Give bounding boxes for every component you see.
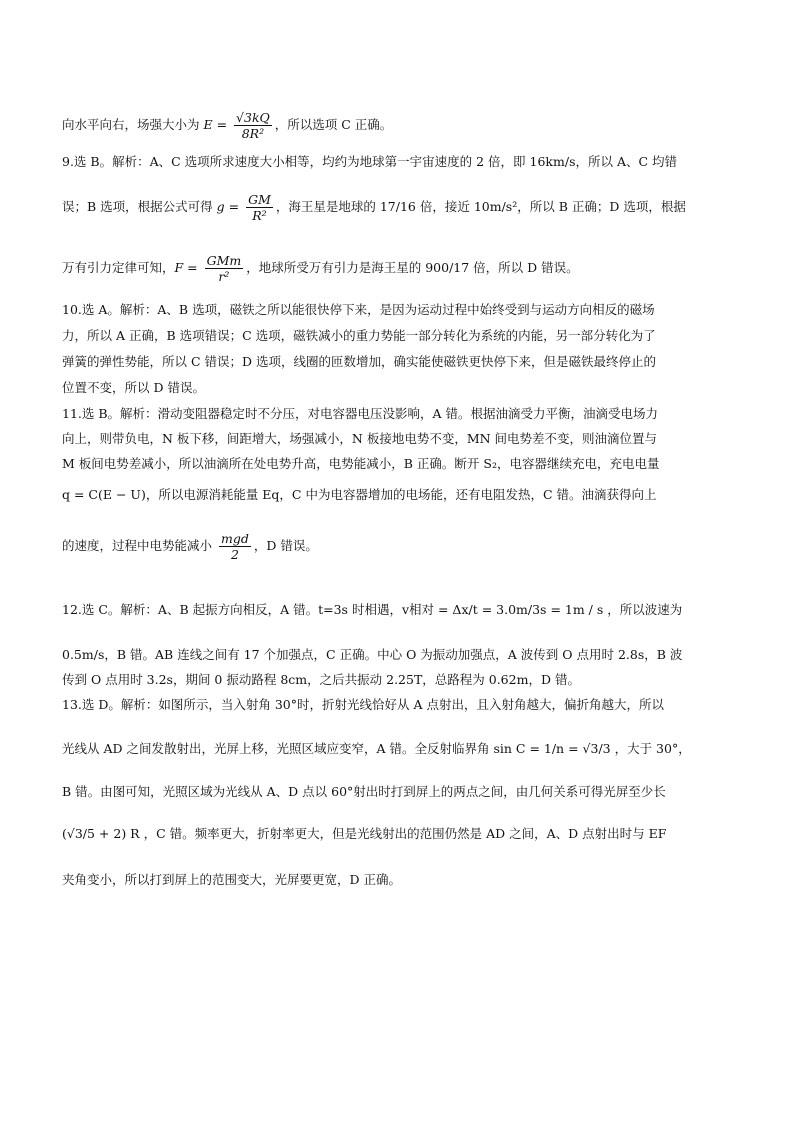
- text-line: 位置不变，所以 D 错误。: [62, 380, 205, 395]
- text-line: B 错。由图可知，光照区域为光线从 A、D 点以 60°射出时打到屏上的两点之间，由几何关系可得光屏至少长: [62, 784, 666, 799]
- text-line: 向水平向右，场强大小为 E = $\frac{√3kQ}{\text{8R²}}$ ，所以选项 C 正确。: [62, 110, 393, 141]
- fraction: $\frac{√3kQ}{\text{8R²}}$: [236, 110, 270, 141]
- text-line: 传到 O 点用时 3.2s，期间 0 振动路程 8cm，之后共振动 2.25T，总路程为 0.62m，D 错。: [62, 672, 580, 687]
- text-line: (√3/5 + 2) R ，C 错。频率更大，折射率更大，但是光线射出的范围仍然是 AD 之间，A、D 点射出时与 EF: [62, 826, 667, 841]
- text-line: M 板间电势差减小，所以油滴所在处电势升高，电势能减小，B 正确。断开 S₂，电容器继续充电，充电电量: [62, 456, 660, 471]
- text-line: 弹簧的弹性势能，所以 C 错误；D 选项，线圈的匝数增加，确实能使磁铁更快停下来，但是磁铁最终停止的: [62, 354, 657, 369]
- text-line: 的速度，过程中电势能减小 $\frac{\text{mgd}}{2}$ ，D 错误。: [62, 531, 318, 562]
- fraction: $\frac{GM}{\text{R²}}$: [248, 192, 271, 223]
- text-line: 9.选 B。解析：A、C 选项所求速度大小相等，均约为地球第一宇宙速度的 2 倍，即 16km/s，所以 A、C 均错: [62, 154, 678, 169]
- text-line: 万有引力定律可知，F = $\frac{\text{GMm}}{\text{r²}}$ ，地球所受万有引力是海王星的 900/17 倍，所以 D 错误。: [62, 253, 579, 284]
- text-line: 误；B 选项，根据公式可得 g = $\frac{GM}{\text{R²}}$ ，海王星是地球的 17/16 倍，接近 10m/s²，所以 B 正确；D 选项，根据: [62, 192, 686, 223]
- text-line: 13.选 D。解析：如图所示，当入射角 30°时，折射光线恰好从 A 点射出，且入射角越大，偏折角越大，所以: [62, 697, 664, 712]
- text-line: 0.5m/s，B 错。AB 连线之间有 17 个加强点，C 正确。中心 O 为振动加强点，A 波传到 O 点用时 2.8s，B 波: [62, 647, 683, 662]
- fraction: $\frac{\text{GMm}}{\text{r²}}$: [206, 253, 242, 284]
- text-line: 力，所以 A 正确，B 选项错误；C 选项，磁铁减小的重力势能一部分转化为系统的内能，另一部分转化为了: [62, 328, 656, 343]
- text-line: 10.选 A。解析：A、B 选项，磁铁之所以能很快停下来，是因为运动过程中始终受到与运动方向相反的磁场: [62, 302, 655, 317]
- text-line: q = C(E − U)，所以电源消耗能量 Eq，C 中为电容器增加的电场能，还有电阻发热，C 错。油滴获得向上: [62, 487, 657, 502]
- text-line: 夹角变小，所以打到屏上的范围变大，光屏要更宽，D 正确。: [62, 872, 401, 887]
- text-line: 11.选 B。解析：滑动变阻器稳定时不分压，对电容器电压没影响，A 错。根据油滴受力平衡，油滴受电场力: [62, 406, 659, 421]
- text-line: 向上，则带负电，N 板下移，间距增大，场强减小，N 板接地电势不变，MN 间电势差不变，则油滴位置与: [62, 431, 658, 446]
- text-line: 12.选 C。解析：A、B 起振方向相反，A 错。t=3s 时相遇，v相对 = Δx/t = 3.0m/3s = 1m / s ，所以波速为: [62, 602, 683, 617]
- text-line: 光线从 AD 之间发散射出，光屏上移，光照区域应变窄，A 错。全反射临界角 sin C = 1/n = √3/3 ，大于 30°，: [62, 741, 691, 756]
- fraction: $\frac{\text{mgd}}{2}$: [220, 531, 249, 562]
